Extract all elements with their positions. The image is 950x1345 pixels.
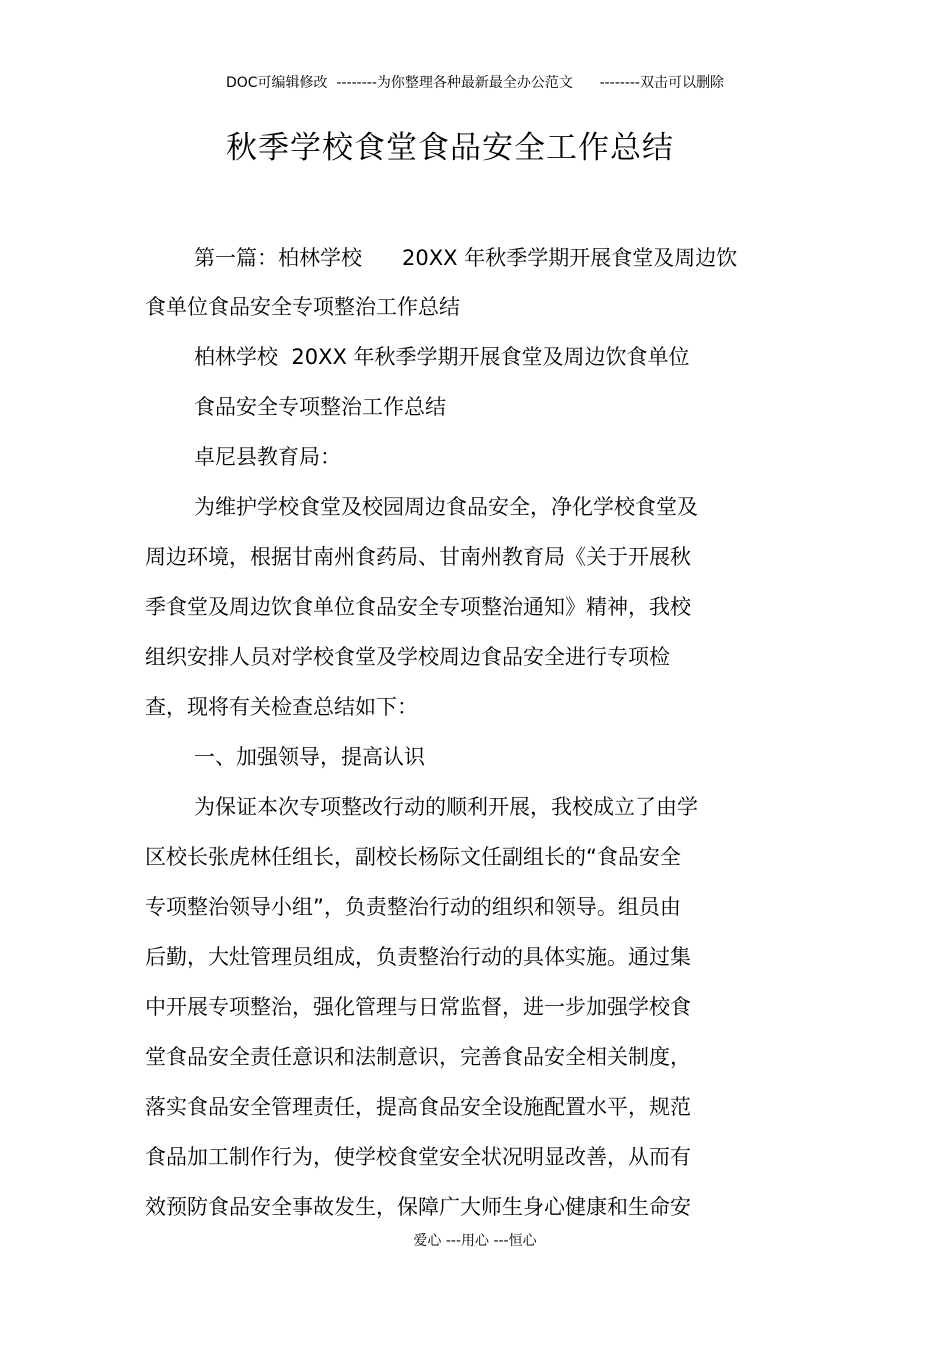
body-line-20: 效预防食品安全事故发生，保障广大师生身心健康和生命安 bbox=[145, 1195, 691, 1219]
body-line-1: 第一篇：柏林学校 20XX 年秋季学期开展食堂及周边饮 bbox=[194, 246, 738, 270]
body-line-5: 卓尼县教育局： bbox=[194, 445, 341, 469]
body-line-12: 为保证本次专项整改行动的顺利开展，我校成立了由学 bbox=[194, 795, 698, 819]
body-line-6: 为维护学校食堂及校园周边食品安全，净化学校食堂及 bbox=[194, 495, 698, 519]
body-line-4: 食品安全专项整治工作总结 bbox=[194, 395, 446, 419]
body-line-19: 食品加工制作行为，使学校食堂安全状况明显改善，从而有 bbox=[145, 1145, 691, 1169]
body-line-17: 堂食品安全责任意识和法制意识，完善食品安全相关制度， bbox=[145, 1045, 691, 1069]
body-line-10: 查，现将有关检查总结如下： bbox=[145, 695, 418, 719]
body-line-8: 季食堂及周边饮食单位食品安全专项整治通知》精神，我校 bbox=[145, 595, 691, 619]
document-title: 秋季学校食堂食品安全工作总结 bbox=[226, 130, 674, 166]
page-footer: 爱心 ---用心 ---恒心 bbox=[413, 1233, 537, 1249]
body-line-7: 周边环境，根据甘南州食药局、甘南州教育局《关于开展秋 bbox=[145, 545, 691, 569]
body-line-13: 区校长张虎林任组长，副校长杨际文任副组长的“食品安全 bbox=[145, 845, 681, 869]
body-line-3: 柏林学校 20XX 年秋季学期开展食堂及周边饮食单位 bbox=[194, 345, 690, 369]
body-line-14: 专项整治领导小组”，负责整治行动的组织和领导。组员由 bbox=[145, 895, 681, 919]
page-header: DOC可编辑修改 --------为你整理各种最新最全办公范文 --------双击可以删除 bbox=[225, 75, 724, 91]
body-line-16: 中开展专项整治，强化管理与日常监督，进一步加强学校食 bbox=[145, 995, 691, 1019]
body-line-2: 食单位食品安全专项整治工作总结 bbox=[145, 295, 460, 319]
section-heading-1: 一、加强领导，提高认识 bbox=[194, 745, 425, 769]
body-line-18: 落实食品安全管理责任，提高食品安全设施配置水平，规范 bbox=[145, 1095, 691, 1119]
body-line-15: 后勤，大灶管理员组成，负责整治行动的具体实施。通过集 bbox=[145, 945, 691, 969]
body-line-9: 组织安排人员对学校食堂及学校周边食品安全进行专项检 bbox=[145, 645, 670, 669]
